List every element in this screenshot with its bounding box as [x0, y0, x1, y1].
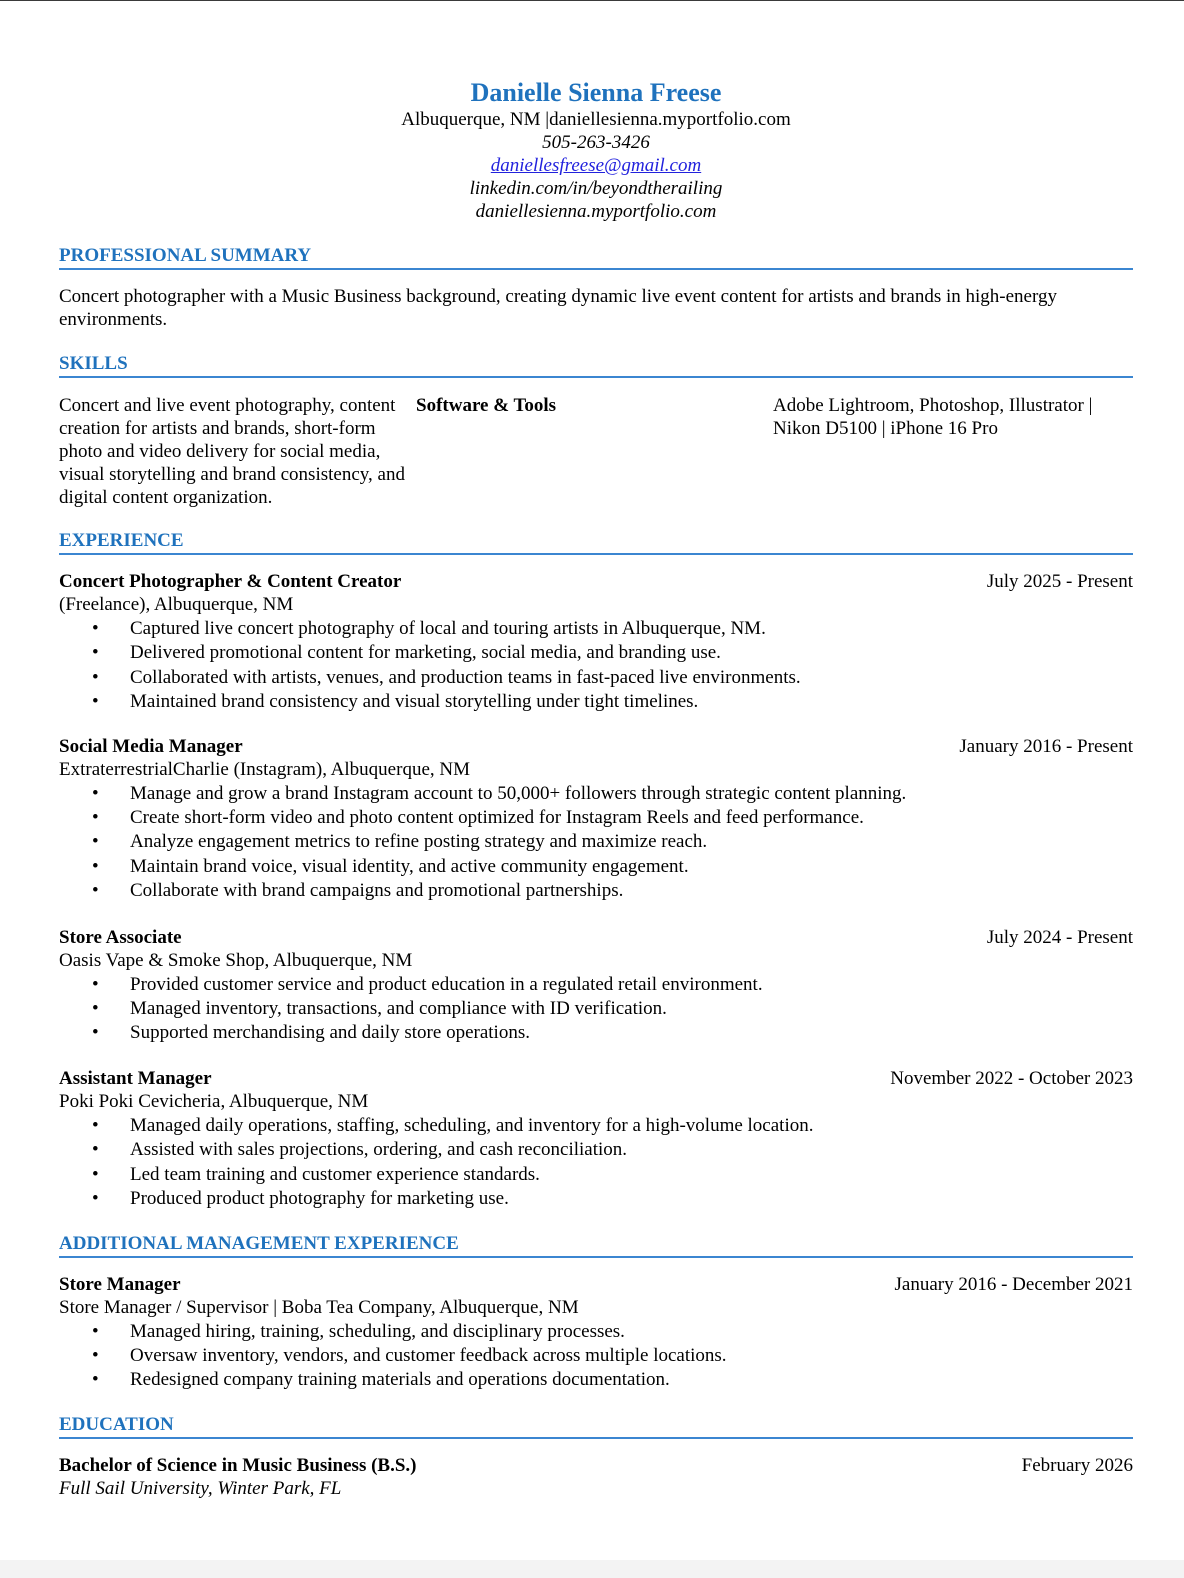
phone-number: 505-263-3426 — [542, 132, 650, 153]
list-item: • Assisted with sales projections, ordering, and cash reconciliation. — [59, 1138, 1133, 1162]
school-name: Full Sail University, Winter Park, FL — [59, 1477, 342, 1499]
job-entry — [59, 570, 1133, 715]
list-item: • Analyze engagement metrics to refine posting strategy and maximize reach. — [59, 830, 1133, 854]
list-item: • Supported merchandising and daily store operations. — [59, 1021, 1133, 1045]
job-organization: Poki Poki Cevicheria, Albuquerque, NM — [59, 1090, 369, 1112]
education-heading: EDUCATION — [59, 1414, 1133, 1439]
job-organization: ExtraterrestrialCharlie (Instagram), Albuquerque, NM — [59, 758, 470, 780]
degree-title: Bachelor of Science in Music Business (B.S.) — [59, 1454, 417, 1476]
list-item: • Redesigned company training materials and operations documentation. — [59, 1368, 1133, 1392]
summary-text: Concert photographer with a Music Business background, creating dynamic live event content for artists and brands in high-energy environments. — [59, 286, 1057, 330]
list-item: • Maintain brand voice, visual identity, and active community engagement. — [59, 855, 1133, 879]
email-link[interactable]: daniellesfreese@gmail.com — [490, 155, 702, 176]
skills-section — [59, 353, 1133, 509]
list-item: • Captured live concert photography of local and touring artists in Albuquerque, NM. — [59, 617, 1133, 641]
job-organization: Store Manager / Supervisor | Boba Tea Company, Albuquerque, NM — [59, 1296, 579, 1318]
list-item: • Managed daily operations, staffing, scheduling, and inventory for a high-volume location. — [59, 1114, 1133, 1138]
list-item: • Maintained brand consistency and visual storytelling under tight timelines. — [59, 690, 1133, 714]
list-item: • Managed inventory, transactions, and compliance with ID verification. — [59, 997, 1133, 1021]
job-date: January 2016 - December 2021 — [894, 1273, 1133, 1295]
additional-experience-section — [59, 1233, 1133, 1393]
job-date: July 2024 - Present — [986, 926, 1133, 948]
list-item: • Oversaw inventory, vendors, and customer feedback across multiple locations. — [59, 1344, 1133, 1368]
job-date: January 2016 - Present — [959, 735, 1133, 757]
skills-heading: SKILLS — [59, 353, 1133, 378]
linkedin-url: linkedin.com/in/beyondtherailing — [469, 178, 723, 199]
job-entry — [59, 1273, 1133, 1393]
job-entry — [59, 735, 1133, 904]
skills-description: Concert and live event photography, content creation for artists and brands, short-form photo and video delivery for social media, visual storytelling and brand consistency, and digital content organization. — [59, 395, 405, 508]
summary-section — [59, 245, 1133, 331]
job-bullets — [59, 617, 1133, 715]
job-bullets — [59, 1320, 1133, 1393]
job-title: Store Manager — [59, 1273, 181, 1295]
software-tools-list: Adobe Lightroom, Photoshop, Illustrator | Nikon D5100 | iPhone 16 Pro — [773, 395, 1093, 439]
education-section — [59, 1414, 1133, 1500]
job-organization: (Freelance), Albuquerque, NM — [59, 594, 294, 615]
location-line: Albuquerque, NM |daniellesienna.myportfolio.com — [401, 109, 791, 130]
list-item: • Provided customer service and product education in a regulated retail environment. — [59, 973, 1133, 997]
job-bullets — [59, 782, 1133, 904]
list-item: • Delivered promotional content for marketing, social media, and branding use. — [59, 641, 1133, 665]
job-organization: Oasis Vape & Smoke Shop, Albuquerque, NM — [59, 949, 413, 971]
list-item: • Create short-form video and photo content optimized for Instagram Reels and feed performance. — [59, 806, 1133, 830]
job-title: Concert Photographer & Content Creator — [59, 571, 402, 592]
job-bullets — [59, 1114, 1133, 1212]
resume-content — [59, 1, 1133, 1500]
job-title: Assistant Manager — [59, 1067, 212, 1089]
list-item: • Manage and grow a brand Instagram account to 50,000+ followers through strategic content planning. — [59, 782, 1133, 806]
summary-heading: PROFESSIONAL SUMMARY — [59, 245, 1133, 270]
software-tools-heading: Software & Tools — [416, 395, 557, 416]
list-item: • Collaborated with artists, venues, and production teams in fast-paced live environments. — [59, 666, 1133, 690]
candidate-name: Danielle Sienna Freese — [470, 78, 722, 107]
list-item: • Managed hiring, training, scheduling, and disciplinary processes. — [59, 1320, 1133, 1344]
education-entry — [59, 1454, 1133, 1500]
list-item: • Collaborate with brand campaigns and promotional partnerships. — [59, 879, 1133, 903]
job-entry — [59, 926, 1133, 1046]
list-item: • Produced product photography for marketing use. — [59, 1187, 1133, 1211]
job-title: Store Associate — [59, 926, 182, 948]
additional-experience-heading: ADDITIONAL MANAGEMENT EXPERIENCE — [59, 1233, 1133, 1258]
job-entry — [59, 1067, 1133, 1212]
resume-header — [59, 78, 1133, 223]
experience-section — [59, 530, 1133, 1212]
job-title: Social Media Manager — [59, 735, 243, 757]
job-date: July 2025 - Present — [986, 571, 1133, 592]
portfolio-url: daniellesienna.myportfolio.com — [475, 201, 717, 222]
list-item: • Led team training and customer experience standards. — [59, 1163, 1133, 1187]
job-date: November 2022 - October 2023 — [890, 1067, 1133, 1089]
graduation-date: February 2026 — [1021, 1454, 1133, 1476]
skills-row — [59, 394, 1133, 509]
job-bullets — [59, 973, 1133, 1046]
experience-heading: EXPERIENCE — [59, 530, 1133, 555]
